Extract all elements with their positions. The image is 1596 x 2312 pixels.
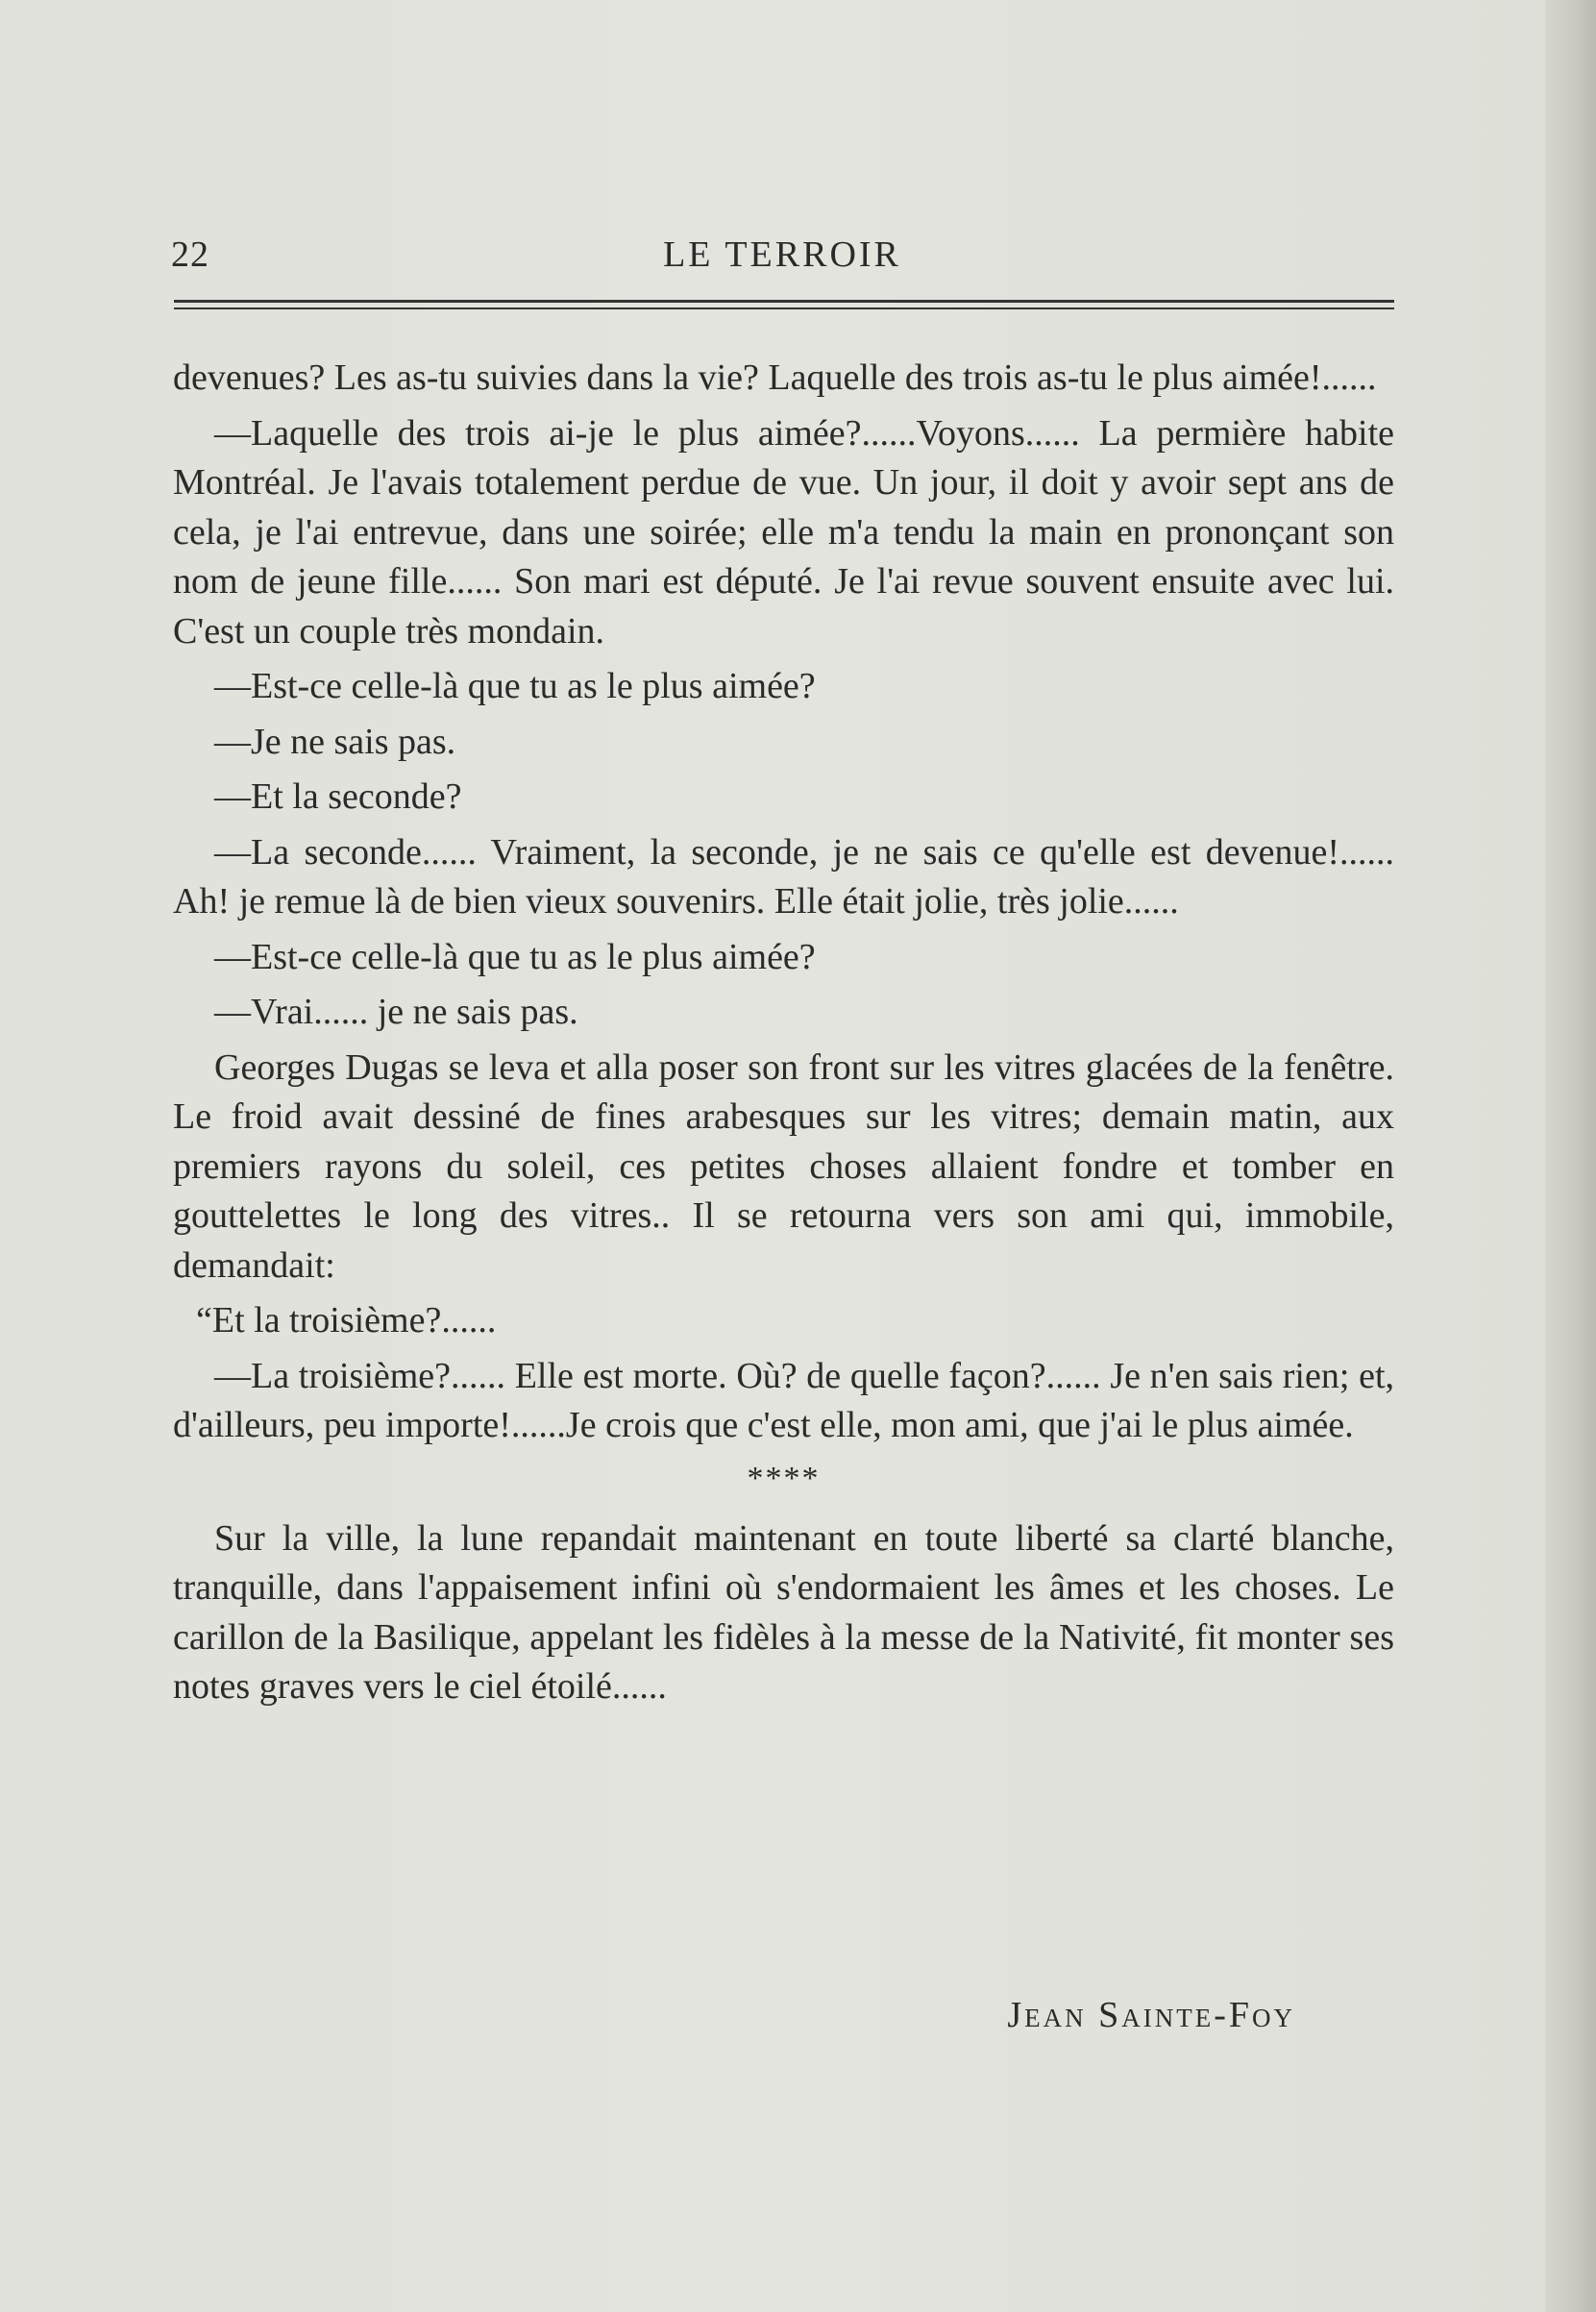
paragraph: “Et la troisième?...... [196, 1300, 497, 1340]
body-text [173, 354, 1394, 1718]
page-number: 22 [171, 234, 209, 275]
page-header [171, 231, 1393, 279]
paragraph: —La seconde...... Vraiment, la seconde, je ne sais ce qu'elle est devenue!...... Ah! je remue là de bien vieux souvenirs. Elle était jolie, très jolie...... [173, 831, 1394, 922]
page-edge [1545, 0, 1596, 2312]
header-rule-thin [174, 307, 1394, 309]
paragraph: —La troisième?...... Elle est morte. Où? de quelle façon?...... Je n'en sais rien; et, d'ailleurs, peu importe!......Je crois que c'est elle, mon ami, que j'ai le plus aimée. [173, 1355, 1394, 1445]
paragraph: —Est-ce celle-là que tu as le plus aimée? [214, 936, 816, 977]
paragraph: —Je ne sais pas. [214, 721, 456, 762]
paragraph: —Et la seconde? [214, 776, 462, 817]
running-title: LE TERROIR [663, 234, 901, 275]
section-separator: **** [747, 1460, 821, 1496]
header-rule-thick [174, 300, 1394, 303]
closing-paragraph: Sur la ville, la lune repandait maintenant en toute liberté sa clarté blanche, tranquille, dans l'appaisement infini où s'endormaient les âmes et les choses. Le carillon de la Basilique, appelant les fidèles à la messe de la Nativité, fit monter ses notes graves vers le ciel étoilé...... [173, 1517, 1394, 1707]
paragraph: —Est-ce celle-là que tu as le plus aimée? [214, 666, 816, 706]
paragraph: devenues? Les as-tu suivies dans la vie? Laquelle des trois as-tu le plus aimée!...... [173, 357, 1377, 398]
paragraph: Georges Dugas se leva et alla poser son front sur les vitres glacées de la fenêtre. Le froid avait dessiné de fines arabesques sur les vitres; demain matin, aux premiers rayons du soleil, ces petites choses allaient fondre et tomber en gouttelettes le long des vitres.. Il se retourna vers son ami qui, immobile, demandait: [173, 1046, 1394, 1286]
author-signature: Jean Sainte-Foy [1007, 1995, 1295, 2035]
paragraph: —Laquelle des trois ai-je le plus aimée?......Voyons...... La permière habite Montréal. Je l'avais totalement perdue de vue. Un jour, il doit y avoir sept ans de cela, je l'ai entrevue, dans une soirée; elle m'a tendu la main en prononçant son nom de jeune fille...... Son mari est député. Je l'ai revue souvent ensuite avec lui. C'est un couple très mondain. [173, 412, 1394, 652]
paragraph: —Vrai...... je ne sais pas. [214, 992, 578, 1032]
